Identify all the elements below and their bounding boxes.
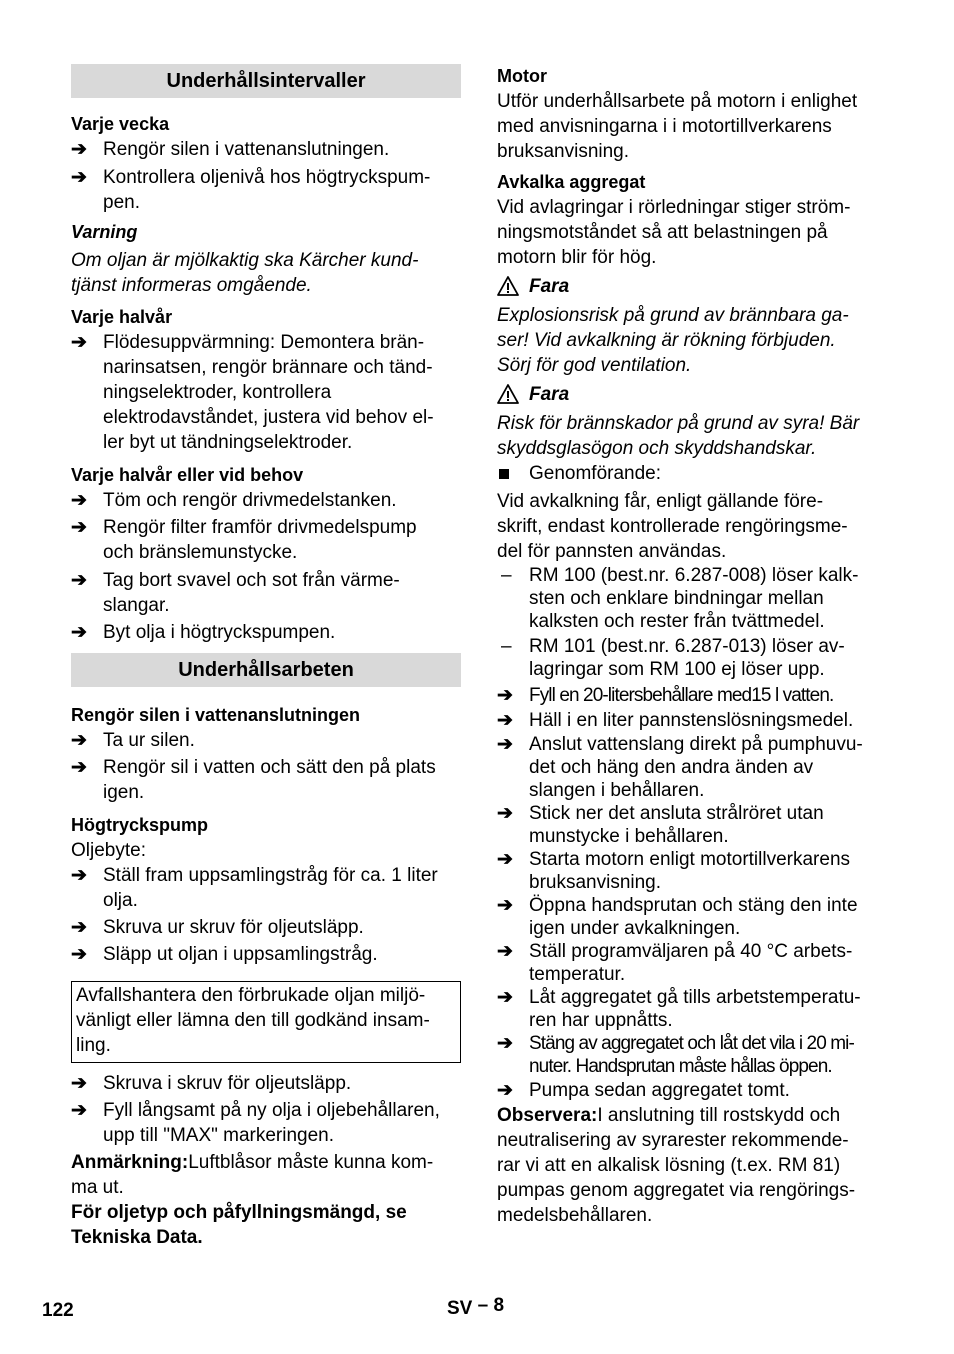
heading-clean-strainer: Rengör silen i vattenanslutningen [71, 705, 361, 725]
section-title-maintenance-work: Underhållsarbeten [71, 653, 461, 687]
list-item: – RM 101 (best.nr. 6.287-013) löser av- lagringar som RM 100 ej löser upp. [501, 636, 845, 680]
procedure-paragraph: Vid avkalkning får, enligt gällande före- skrift, endast kontrollerade rengöringsme- del för pannsten användas. [497, 491, 848, 562]
arrow-icon: ➔ [497, 803, 513, 824]
arrow-icon: ➔ [497, 1080, 513, 1101]
heading-warning: Varning [71, 222, 138, 242]
list-item: ➔ Töm och rengör drivmedelstanken. [71, 490, 397, 511]
arrow-icon: ➔ [71, 1100, 87, 1121]
list-item: ➔ Kontrollera oljenivå hos högtryckspum- pen. [71, 167, 431, 213]
footer-language-marker: SV – 8 [447, 1295, 505, 1319]
arrow-icon: ➔ [71, 622, 87, 643]
oil-change-label: Oljebyte: [71, 840, 146, 861]
arrow-icon: ➔ [71, 167, 87, 188]
danger-heading: Fara [497, 382, 887, 407]
list-item: – RM 100 (best.nr. 6.287-008) löser kalk- sten och enklare bindningar mellan kalksten och rester från tvättmedel. [501, 565, 859, 632]
arrow-icon: ➔ [497, 941, 513, 962]
list-item: ➔ Häll i en liter pannstenslösningsmedel. [497, 710, 854, 731]
arrow-icon: ➔ [71, 332, 87, 353]
list-item: ➔ Öppna handsprutan och stäng den inte igen under avkalkningen. [497, 895, 858, 939]
heading-descale: Avkalka aggregat [497, 172, 646, 192]
arrow-icon: ➔ [497, 1033, 513, 1054]
note-paragraph: Anmärkning:Luftblåsor måste kunna kom- ma ut. [71, 1152, 434, 1198]
arrow-icon: ➔ [71, 944, 87, 965]
dash-icon: – [501, 565, 512, 586]
arrow-icon: ➔ [497, 849, 513, 870]
list-item: ➔ Byt olja i högtryckspumpen. [71, 622, 336, 643]
observe-paragraph: Observera:I anslutning till rostskydd och neutralisering av syrarester rekommende- rar vi att en alkalisk lösning (t.ex. RM 81) pumpas genom aggregatet via rengörings- medelsbehållaren. [497, 1105, 856, 1226]
motor-paragraph: Utför underhållsarbete på motorn i enlighet med anvisningarna i i motortillverkarens bruksanvisning. [497, 91, 858, 162]
list-item: ➔ Ställ fram uppsamlingstråg för ca. 1 liter olja. [71, 865, 438, 911]
list-item: ➔ Pumpa sedan aggregatet tomt. [497, 1080, 790, 1101]
arrow-icon: ➔ [71, 570, 87, 591]
list-item: ➔ Stäng av aggregatet och låt det vila i 20 mi- nuter. Handsprutan måste hållas öppen. [497, 1033, 854, 1077]
list-item: ➔ Anslut vattenslang direkt på pumphuvu- det och häng den andra änden av slangen i behållaren. [497, 734, 863, 801]
list-item: ➔ Fyll långsamt på ny olja i oljebehållaren, upp till "MAX" markeringen. [71, 1100, 440, 1146]
left-column [71, 64, 461, 1250]
arrow-icon: ➔ [497, 734, 513, 755]
arrow-icon: ➔ [497, 685, 513, 706]
heading-motor: Motor [497, 66, 547, 86]
arrow-icon: ➔ [71, 490, 87, 511]
danger-text-acid: Risk för brännskador på grund av syra! Bär skyddsglasögon och skyddshandskar. [497, 413, 860, 459]
warning-triangle-icon [497, 384, 519, 404]
arrow-icon: ➔ [497, 987, 513, 1008]
arrow-icon: ➔ [71, 865, 87, 886]
arrow-icon: ➔ [497, 895, 513, 916]
warning-triangle-icon [497, 276, 519, 296]
square-bullet-icon [499, 469, 509, 479]
arrow-icon: ➔ [71, 1073, 87, 1094]
descale-paragraph: Vid avlagringar i rörledningar stiger ström- ningsmotståndet så att belastningen på motorn blir för hög. [497, 197, 851, 268]
list-item: ➔ Ta ur silen. [71, 730, 195, 751]
page-number: 122 [42, 1300, 74, 1321]
arrow-icon: ➔ [71, 517, 87, 538]
arrow-icon: ➔ [71, 917, 87, 938]
list-item: ➔ Ställ programväljaren på 40 °C arbets- temperatur. [497, 941, 853, 985]
danger-text-explosion: Explosionsrisk på grund av brännbara ga- ser! Vid avkalkning är rökning förbjuden. Sörj för god ventilation. [497, 305, 849, 376]
right-column [497, 64, 887, 1228]
list-item: ➔ Flödesuppvärmning: Demontera brän- narinsatsen, rengör brännare och tänd- ningselektroder, kontrollera elektrodavståndet, justera vid behov el- ler byt ut tändningselektroder. [71, 332, 434, 453]
heading-high-pressure-pump: Högtryckspump [71, 815, 209, 835]
list-item: ➔ Stick ner det ansluta strålröret utan munstycke i behållaren. [497, 803, 824, 847]
heading-half-yearly-or-as-needed: Varje halvår eller vid behov [71, 465, 304, 485]
warning-text: Om oljan är mjölkaktig ska Kärcher kund- tjänst informeras omgående. [71, 250, 419, 296]
list-item: ➔ Tag bort svavel och sot från värme- slangar. [71, 570, 400, 616]
list-item: ➔ Skruva ur skruv för oljeutsläpp. [71, 917, 364, 938]
list-item: ➔ Fyll en 20-litersbehållare med15 l vatten. [497, 685, 834, 706]
oil-disposal-notice-box: Avfallshantera den förbrukade oljan miljö- vänligt eller lämna den till godkänd insam- ling. [71, 981, 461, 1063]
list-item: ➔ Rengör sil i vatten och sätt den på plats igen. [71, 757, 436, 803]
heading-weekly: Varje vecka [71, 114, 170, 134]
list-item: ➔ Rengör silen i vattenanslutningen. [71, 139, 390, 160]
list-item: ➔ Starta motorn enligt motortillverkarens bruksanvisning. [497, 849, 851, 893]
procedure-label: Genomförande: [497, 461, 887, 486]
heading-half-yearly: Varje halvår [71, 307, 173, 327]
arrow-icon: ➔ [71, 757, 87, 778]
list-item: ➔ Låt aggregatet gå tills arbetstemperatu- ren har uppnåtts. [497, 987, 861, 1031]
list-item: ➔ Skruva i skruv för oljeutsläpp. [71, 1073, 352, 1094]
arrow-icon: ➔ [71, 139, 87, 160]
oil-type-reference: För oljetyp och påfyllningsmängd, se Tekniska Data. [71, 1202, 407, 1248]
list-item: ➔ Rengör filter framför drivmedelspump och bränslemunstycke. [71, 517, 417, 563]
dash-icon: – [501, 636, 512, 657]
section-title-maintenance-intervals: Underhållsintervaller [71, 64, 461, 98]
danger-heading: Fara [497, 274, 887, 299]
arrow-icon: ➔ [497, 710, 513, 731]
list-item: ➔ Släpp ut oljan i uppsamlingstråg. [71, 944, 378, 965]
arrow-icon: ➔ [71, 730, 87, 751]
